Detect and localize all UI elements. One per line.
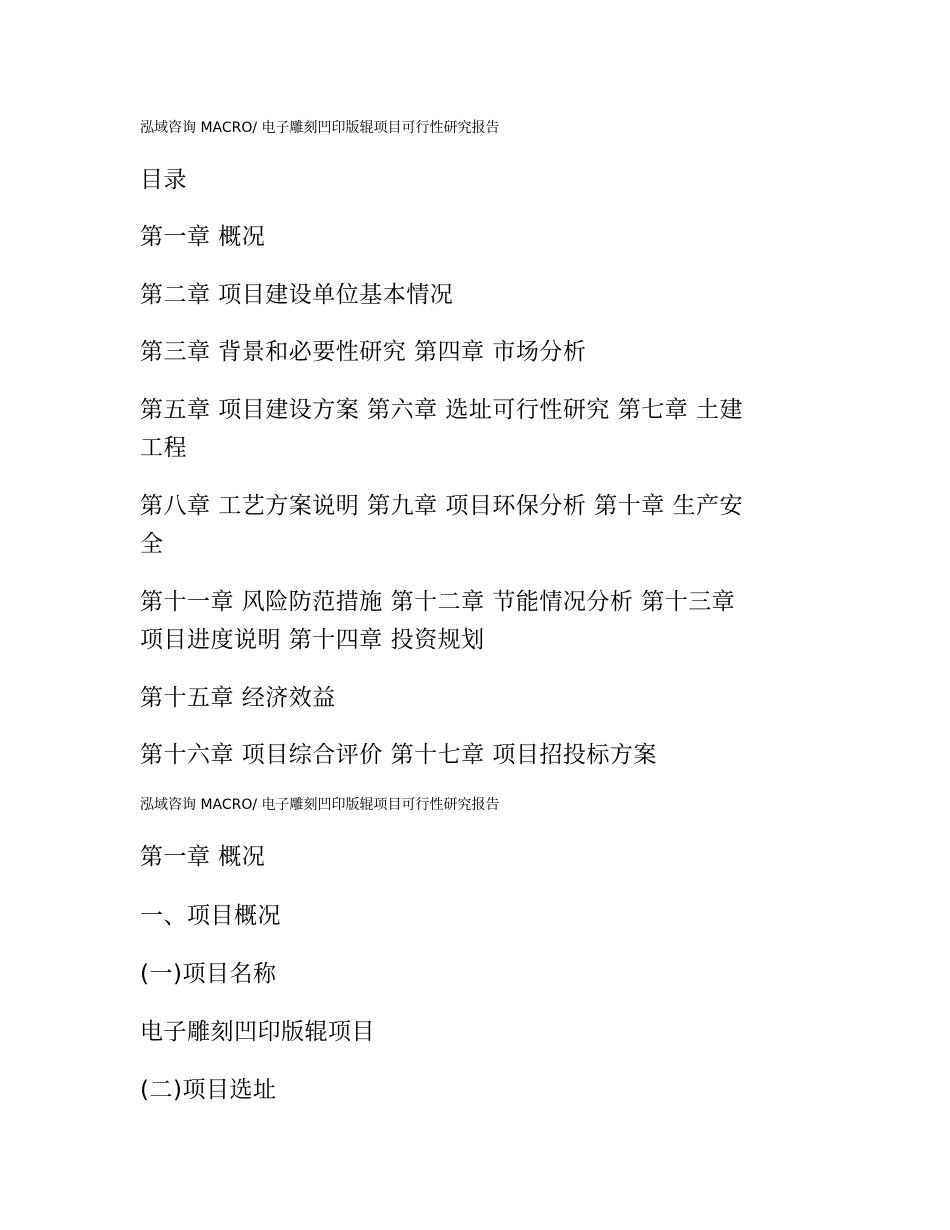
chapter-heading: 第一章 概况 bbox=[140, 844, 266, 870]
toc-line: 第八章 工艺方案说明 第九章 项目环保分析 第十章 生产安 bbox=[140, 493, 744, 519]
toc-line: 工程 bbox=[140, 435, 187, 461]
item-label: (一)项目名称 bbox=[140, 961, 277, 987]
toc-line: 第五章 项目建设方案 第六章 选址可行性研究 第七章 土建 bbox=[140, 397, 744, 423]
running-header: 泓域咨询 MACRO/ 电子雕刻凹印版辊项目可行性研究报告 bbox=[140, 797, 500, 813]
toc-line: 项目进度说明 第十四章 投资规划 bbox=[140, 627, 485, 653]
item-value: 电子雕刻凹印版辊项目 bbox=[140, 1019, 375, 1045]
section-heading: 一、项目概况 bbox=[140, 903, 281, 929]
toc-line: 第十一章 风险防范措施 第十二章 节能情况分析 第十三章 bbox=[140, 589, 736, 615]
toc-line: 第一章 概况 bbox=[140, 224, 266, 250]
toc-line: 第十五章 经济效益 bbox=[140, 685, 336, 711]
running-header: 泓域咨询 MACRO/ 电子雕刻凹印版辊项目可行性研究报告 bbox=[140, 120, 500, 136]
toc-title: 目录 bbox=[140, 167, 187, 193]
toc-line: 第二章 项目建设单位基本情况 bbox=[140, 282, 454, 308]
item-label: (二)项目选址 bbox=[140, 1077, 277, 1103]
toc-line: 第十六章 项目综合评价 第十七章 项目招投标方案 bbox=[140, 742, 657, 768]
toc-line: 第三章 背景和必要性研究 第四章 市场分析 bbox=[140, 339, 587, 365]
toc-line: 全 bbox=[140, 531, 164, 557]
